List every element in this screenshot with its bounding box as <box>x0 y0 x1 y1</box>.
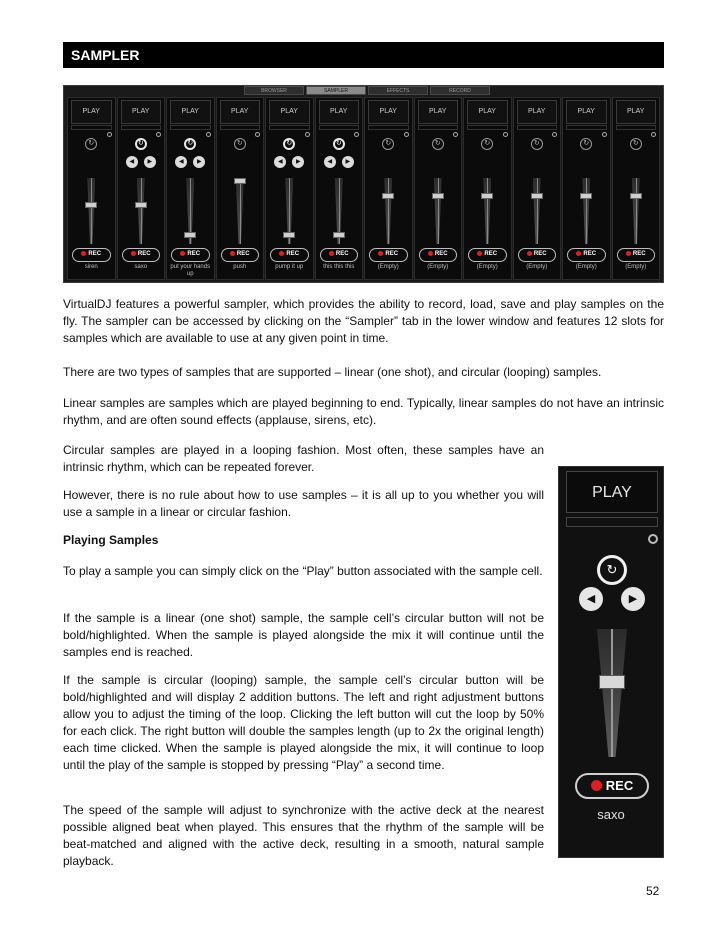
loop-icon[interactable]: ↻ <box>85 138 97 150</box>
sample-progress-bar <box>170 125 211 130</box>
options-dot-icon[interactable] <box>354 132 359 137</box>
options-dot-icon[interactable] <box>255 132 260 137</box>
volume-fader-knob[interactable] <box>531 193 543 199</box>
sampler-panel-screenshot <box>63 85 664 283</box>
sample-name: (Empty) <box>427 264 449 270</box>
sample-progress-bar <box>269 125 310 130</box>
rec-label: REC <box>434 251 448 257</box>
playing-samples-heading: Playing Samples <box>63 533 159 547</box>
sample-slot <box>315 97 364 280</box>
sample-name: this this this <box>323 264 355 270</box>
double-loop-right-arrow-icon[interactable]: ▶ <box>621 587 645 611</box>
volume-fader-line <box>240 178 241 244</box>
rec-button[interactable] <box>419 248 458 262</box>
loop-adjust-buttons <box>579 587 645 611</box>
rec-button[interactable] <box>575 773 649 799</box>
sample-slot <box>513 97 562 280</box>
sample-progress-bar <box>319 125 360 130</box>
play-button[interactable]: PLAY <box>566 100 607 124</box>
right-arrow-icon[interactable]: ▶ <box>292 156 304 168</box>
loop-adjust-buttons <box>175 156 205 168</box>
tab-sampler[interactable]: SAMPLER <box>306 86 366 95</box>
volume-fader-line <box>438 178 439 244</box>
play-button[interactable]: PLAY <box>467 100 508 124</box>
loop-icon[interactable]: ↻ <box>432 138 444 150</box>
tab-record[interactable]: RECORD <box>430 86 490 95</box>
play-button[interactable]: PLAY <box>368 100 409 124</box>
right-arrow-icon[interactable]: ▶ <box>144 156 156 168</box>
options-dot-icon[interactable] <box>552 132 557 137</box>
sample-slot <box>463 97 512 280</box>
sample-progress-bar <box>467 125 508 130</box>
sample-progress-bar <box>566 125 607 130</box>
volume-fader-line <box>91 178 92 244</box>
sample-slot <box>117 97 166 280</box>
options-dot-icon[interactable] <box>651 132 656 137</box>
sample-progress-bar <box>418 125 459 130</box>
play-button[interactable]: PLAY <box>121 100 162 124</box>
volume-fader-line <box>487 178 488 244</box>
rec-label: REC <box>187 251 201 257</box>
halve-loop-left-arrow-icon[interactable]: ◀ <box>579 587 603 611</box>
sample-progress-bar <box>220 125 261 130</box>
options-dot-icon[interactable] <box>305 132 310 137</box>
loop-icon[interactable]: ↻ <box>382 138 394 150</box>
loop-adjust-buttons <box>274 156 304 168</box>
record-dot-icon <box>180 251 185 256</box>
sample-slot <box>414 97 463 280</box>
loop-icon[interactable]: ↻ <box>184 138 196 150</box>
record-dot-icon <box>81 251 86 256</box>
volume-fader-line <box>388 178 389 244</box>
sample-progress-bar <box>517 125 558 130</box>
volume-fader-knob[interactable] <box>481 193 493 199</box>
loop-icon[interactable]: ↻ <box>481 138 493 150</box>
rec-label: REC <box>88 251 102 257</box>
record-dot-icon <box>626 251 631 256</box>
sample-slot <box>562 97 611 280</box>
volume-fader-line <box>636 178 637 244</box>
sample-progress-bar <box>71 125 112 130</box>
sample-slot <box>67 97 116 280</box>
record-dot-icon <box>428 251 433 256</box>
right-arrow-icon[interactable]: ▶ <box>342 156 354 168</box>
sample-slot <box>612 97 661 280</box>
volume-fader-knob[interactable] <box>580 193 592 199</box>
rec-label: REC <box>236 251 250 257</box>
play-button[interactable]: PLAY <box>170 100 211 124</box>
rec-label: REC <box>286 251 300 257</box>
play-button[interactable]: PLAY <box>418 100 459 124</box>
rec-button[interactable] <box>369 248 408 262</box>
volume-fader-knob[interactable] <box>85 202 97 208</box>
loop-adjust-buttons <box>126 156 156 168</box>
rec-button[interactable] <box>171 248 210 262</box>
options-dot-icon[interactable] <box>156 132 161 137</box>
rec-button[interactable] <box>270 248 309 262</box>
rec-label: REC <box>632 251 646 257</box>
rec-button[interactable] <box>617 248 656 262</box>
volume-fader-line <box>141 178 142 244</box>
rec-button[interactable] <box>221 248 260 262</box>
page-number: 52 <box>646 884 660 898</box>
options-dot-icon[interactable] <box>107 132 112 137</box>
record-dot-icon <box>131 251 136 256</box>
volume-fader-knob[interactable] <box>382 193 394 199</box>
circular-samples-paragraph: Circular samples are played in a looping fashion. Most often, these samples have an intrinsic rhythm, which can be repeated forever. <box>63 443 544 474</box>
left-arrow-icon[interactable]: ◀ <box>126 156 138 168</box>
rec-button[interactable] <box>320 248 359 262</box>
sample-name: push <box>233 264 247 270</box>
left-arrow-icon[interactable]: ◀ <box>324 156 336 168</box>
options-dot-icon[interactable] <box>453 132 458 137</box>
play-button[interactable]: PLAY <box>566 471 658 513</box>
options-dot-icon[interactable] <box>648 534 658 544</box>
record-dot-icon <box>591 780 602 791</box>
options-dot-icon[interactable] <box>503 132 508 137</box>
rec-label: REC <box>533 251 547 257</box>
sample-name: (Empty) <box>526 264 548 270</box>
sample-progress-bar <box>566 517 658 527</box>
sample-name: (Empty) <box>377 264 399 270</box>
loop-adjust-buttons <box>324 156 354 168</box>
record-dot-icon <box>378 251 383 256</box>
sample-progress-bar <box>121 125 162 130</box>
play-button[interactable]: PLAY <box>616 100 657 124</box>
sampler-tabs <box>244 86 490 96</box>
section-header: SAMPLER <box>63 42 664 68</box>
rec-button[interactable] <box>72 248 111 262</box>
loop-icon[interactable]: ↻ <box>234 138 246 150</box>
rec-label: REC <box>605 778 634 793</box>
right-arrow-icon[interactable]: ▶ <box>193 156 205 168</box>
linear-samples-paragraph: Linear samples are samples which are played beginning to end. Typically, linear samples do not have an intrinsic rhythm, and are often sound effects (applause, sirens, etc). <box>63 396 664 427</box>
sample-slot <box>166 97 215 280</box>
options-dot-icon[interactable] <box>404 132 409 137</box>
volume-fader-knob[interactable] <box>630 193 642 199</box>
volume-fader-line <box>611 629 613 757</box>
rec-button[interactable] <box>567 248 606 262</box>
sample-progress-bar <box>616 125 657 130</box>
record-dot-icon <box>527 251 532 256</box>
options-dot-icon[interactable] <box>206 132 211 137</box>
sample-name: put your hands up <box>170 264 211 277</box>
play-button[interactable]: PLAY <box>220 100 261 124</box>
volume-fader-knob[interactable] <box>184 232 196 238</box>
sample-name: (Empty) <box>625 264 647 270</box>
volume-fader-knob[interactable] <box>135 202 147 208</box>
rec-label: REC <box>335 251 349 257</box>
record-dot-icon <box>230 251 235 256</box>
intro-paragraph: VirtualDJ features a powerful sampler, which provides the ability to record, load, save and play samples on the fly. The sampler can be accessed by clicking on the “Sampler” tab in the lower window and features 12 slots for samples which are available to use at any given point in time. <box>63 297 664 345</box>
loop-icon[interactable]: ↻ <box>135 138 147 150</box>
loop-icon[interactable]: ↻ <box>597 555 627 585</box>
loop-icon[interactable]: ↻ <box>333 138 345 150</box>
left-arrow-icon[interactable]: ◀ <box>274 156 286 168</box>
volume-fader-line <box>586 178 587 244</box>
rec-label: REC <box>385 251 399 257</box>
volume-fader-knob[interactable] <box>599 675 625 689</box>
volume-fader-knob[interactable] <box>283 232 295 238</box>
rec-label: REC <box>484 251 498 257</box>
sample-name: pump it up <box>275 264 304 270</box>
sample-types-paragraph: There are two types of samples that are supported – linear (one shot), and circular (looping) samples. <box>63 365 602 379</box>
sync-paragraph: The speed of the sample will adjust to synchronize with the active deck at the nearest possible aligned beat when played. This ensures that the rhythm of the sample will be beat-matched and aligned with the active deck, resulting in a smooth, natural sample playback. <box>63 803 544 868</box>
record-dot-icon <box>279 251 284 256</box>
loop-icon[interactable]: ↻ <box>531 138 543 150</box>
loop-icon[interactable]: ↻ <box>580 138 592 150</box>
sample-name: (Empty) <box>476 264 498 270</box>
play-button[interactable]: PLAY <box>517 100 558 124</box>
no-rule-paragraph: However, there is no rule about how to use samples – it is all up to you whether you will use a sample in a linear or circular fashion. <box>63 488 544 519</box>
rec-label: REC <box>137 251 151 257</box>
play-instruction-paragraph: To play a sample you can simply click on the “Play” button associated with the sample cell. <box>63 564 543 578</box>
volume-fader-line <box>537 178 538 244</box>
sample-cell-closeup <box>558 466 664 858</box>
sampler-slots <box>67 97 661 280</box>
play-button[interactable]: PLAY <box>269 100 310 124</box>
sample-name: saxo <box>134 264 148 270</box>
rec-button[interactable] <box>518 248 557 262</box>
record-dot-icon <box>329 251 334 256</box>
left-arrow-icon[interactable]: ◀ <box>175 156 187 168</box>
circular-behavior-paragraph: If the sample is circular (looping) sample, the sample cell’s circular button will be bold/highlighted and will display 2 addition buttons. The left and right adjustment buttons allow you to adjust the timing of the loop. Clicking the left button will cut the loop by 50% for each click. The right button will double the samples length (up to 2x the original length) each time clicked. When the sample is played alongside the mix, it will continue to loop until the play of the sample is stopped by pressing “Play” a second time. <box>63 673 544 772</box>
volume-fader-knob[interactable] <box>333 232 345 238</box>
sample-name: saxo <box>597 807 625 822</box>
rec-label: REC <box>583 251 597 257</box>
sample-slot <box>216 97 265 280</box>
sample-slot <box>364 97 413 280</box>
loop-icon[interactable]: ↻ <box>630 138 642 150</box>
sample-name: siren <box>84 264 98 270</box>
options-dot-icon[interactable] <box>602 132 607 137</box>
linear-behavior-paragraph: If the sample is a linear (one shot) sample, the sample cell’s circular button will not be bold/highlighted. When the sample is played alongside the mix it will continue until the samples end is reached. <box>63 611 544 659</box>
rec-button[interactable] <box>122 248 161 262</box>
record-dot-icon <box>477 251 482 256</box>
tab-browser[interactable]: BROWSER <box>244 86 304 95</box>
rec-button[interactable] <box>468 248 507 262</box>
sample-name: (Empty) <box>575 264 597 270</box>
record-dot-icon <box>576 251 581 256</box>
tab-effects[interactable]: EFFECTS <box>368 86 428 95</box>
volume-fader-knob[interactable] <box>432 193 444 199</box>
volume-fader-knob[interactable] <box>234 178 246 184</box>
loop-icon[interactable]: ↻ <box>283 138 295 150</box>
play-button[interactable]: PLAY <box>319 100 360 124</box>
sample-progress-bar <box>368 125 409 130</box>
play-button[interactable]: PLAY <box>71 100 112 124</box>
sample-slot <box>265 97 314 280</box>
